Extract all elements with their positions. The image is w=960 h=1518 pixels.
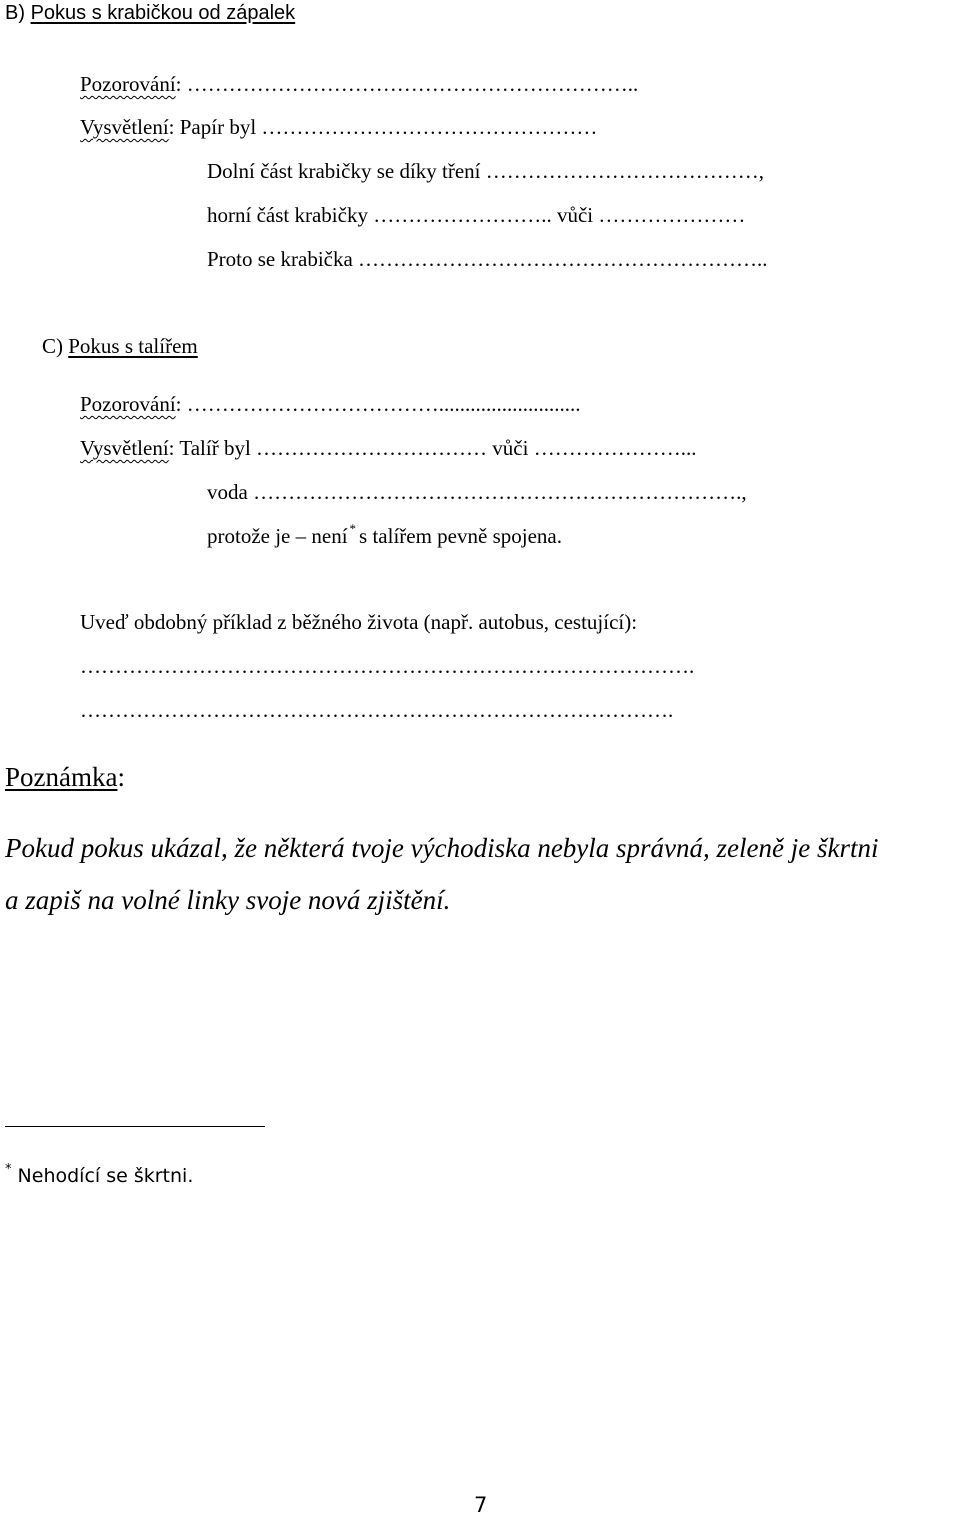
- note-line-1: Pokud pokus ukázal, že některá tvoje východiska nebyla správná, zeleně je škrtni: [5, 833, 879, 863]
- section-c-title: Pokus s talířem: [68, 334, 198, 358]
- section-c-line-4: protože je – není * s talířem pevně spojena.: [207, 521, 562, 548]
- example-blank-line-1: …………………………………………………………………………….: [80, 654, 695, 678]
- page-number: 7: [474, 1493, 488, 1517]
- section-b-heading: B) Pokus s krabičkou od zápalek: [5, 2, 296, 24]
- section-b-line-3: Dolní část krabičky se díky tření …………………………………,: [207, 159, 765, 183]
- note-line-2: a zapiš na volné linky svoje nová zjištění.: [5, 885, 451, 915]
- example-prompt: Uveď obdobný příklad z běžného života (např. autobus, cestující):: [80, 610, 638, 634]
- footnote-separator: [5, 1126, 265, 1127]
- section-b-line-5: Proto se krabička …………………………………………………..: [207, 247, 768, 271]
- note-heading: Poznámka:: [5, 762, 125, 792]
- footnote-asterisk: *: [349, 521, 357, 536]
- section-c-explanation: Vysvětlení: Talíř byl …………………………… vůči …………………...: [80, 436, 697, 460]
- footnote-mark: *: [5, 1162, 12, 1177]
- observation-label: Pozorování: [80, 72, 176, 96]
- section-b-explanation: Vysvětlení: Papír byl …………………………………………: [80, 115, 598, 139]
- section-b-observation: Pozorování: ………………………………………………………..: [80, 72, 639, 96]
- section-c-line-3: voda …………………………………………………………….,: [207, 480, 747, 504]
- explanation-label: Vysvětlení: [80, 115, 169, 139]
- footnote: * Nehodící se škrtni.: [5, 1162, 194, 1187]
- section-b-title: Pokus s krabičkou od zápalek: [30, 2, 296, 24]
- observation-label: Pozorování: [80, 392, 176, 416]
- example-blank-line-2: ………………………………………………………………………….: [80, 698, 674, 722]
- note-label: Poznámka: [5, 762, 118, 792]
- section-b-line-4: horní část krabičky …………………….. vůči …………………: [207, 203, 746, 227]
- explanation-label: Vysvětlení: [80, 436, 169, 460]
- section-c-heading: C) Pokus s talířem: [42, 334, 198, 358]
- section-c-observation: Pozorování: ………………………………...........................: [80, 392, 581, 416]
